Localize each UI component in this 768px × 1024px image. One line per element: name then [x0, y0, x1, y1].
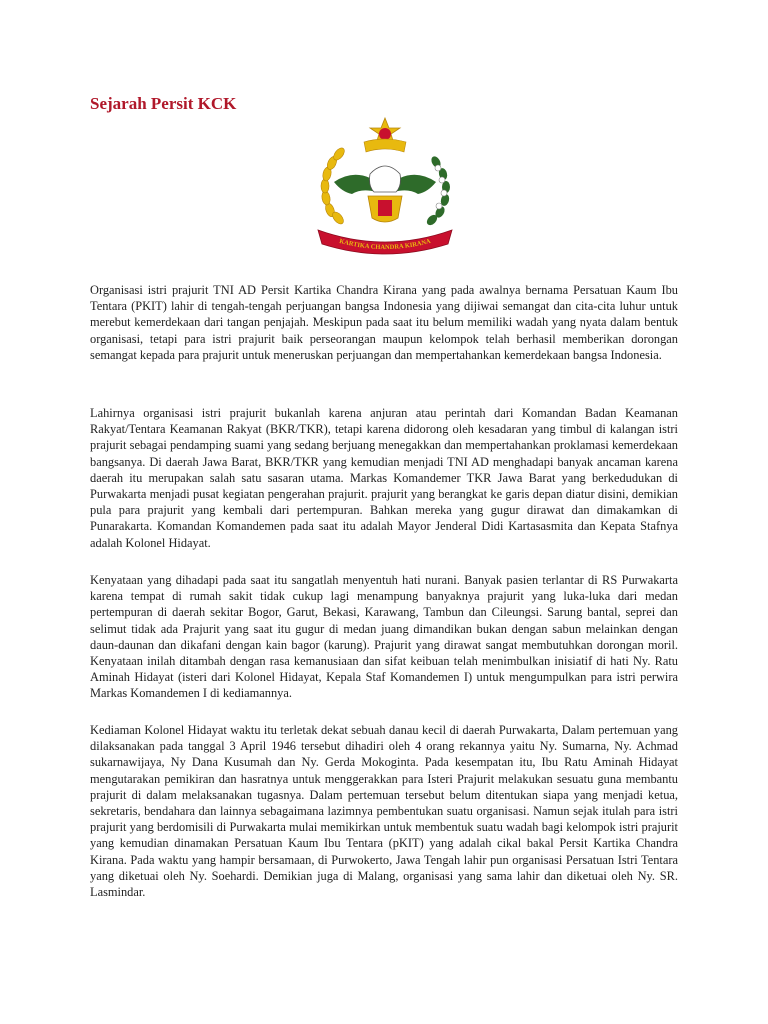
page-title: Sejarah Persit KCK: [90, 94, 237, 113]
emblem-ribbon-text: KARTIKA CHANDRA KIRANA: [338, 237, 432, 252]
paragraph-1: Organisasi istri prajurit TNI AD Persit Kartika Chandra Kirana yang pada awalnya bernama Persatuan Kaum Ibu Tentara (PKIT) lahir di tengah-tengah perjuangan bangsa Indonesia yang dijiwai semangat dan cita-cita luhur untuk merebut kemerdekaan dari tangan penjajah. Meskipun pada saat itu belum memiliki wadah yang nyata dalam bentuk organisasi, tetapi para istri prajurit baik perseorangan maupun kelompok telah berhasil memberikan dorongan semangat kepada para prajurit untuk meneruskan perjuangan dan mempertahankan kemerdekaan bangsa Indonesia.: [90, 283, 678, 362]
emblem-graphic: [312, 112, 458, 258]
paragraph-4: Kediaman Kolonel Hidayat waktu itu terletak dekat sebuah danau kecil di daerah Purwakarta, Dalam pertemuan yang dilaksanakan pada tanggal 3 April 1946 tersebut dihadiri oleh 4 orang rekannya yaitu Ny. Sumarna, Ny. Achmad sukarnawijaya, Ny Dana Kusumah dan Ny. Gerda Mokoginta. Pada kesempatan itu, Ibu Ratu Aminah Hidayat mengutarakan pemikiran dan hasratnya untuk menggerakkan para Isteri Prajurit melakukan sesuatu guna membantu prajurit di dalam melaksanakan tugasnya. Dalam pertemuan tersebut belum ditentukan siapa yang menjadi ketua, sekretaris, bendahara dan lainnya sebagaimana lazimnya pembentukan suatu organisasi. Namun sejak itulah para istri prajurit yang berdomisili di Purwakarta mulai memikirkan untuk membentuk suatu wadah bagi kelompok istri prajurit yang kemudian dinamakan Persatuan Kaum Ibu Tentara (pKIT) yang adalah cikal bakal Persit Kartika Chandra Kirana. Pada waktu yang hampir bersamaan, di Purwokerto, Jawa Tengah lahir pun organisasi Persatuan Istri Tentara yang diketuai oleh Ny. Soehardi. Demikian juga di Malang, organisasi yang sama lahir dan diketuai oleh Ny. SR. Lasmindar.: [90, 723, 678, 900]
persit-kck-emblem: [312, 112, 458, 258]
paragraph-2: Lahirnya organisasi istri prajurit bukanlah karena anjuran atau perintah dari Komandan Badan Keamanan Rakyat/Tentara Keamanan Rakyat (BKR/TKR), tetapi karena didorong oleh kesadaran yang timbul di kalangan istri prajurit sebagai pendamping suami yang sedang berjuang menegakkan dan mempertahankan proklamasi kemerdekaan bangsanya. Di daerah Jawa Barat, BKR/TKR yang kemudian menjadi TNI AD menghadapi banyak ancaman karena daerah itu merupakan salah satu sasaran utama. Markas Komandemer TKR Jawa Barat yang berkedudukan di Purwakarta menjadi pusat kegiatan pengerahan prajurit. prajurit yang berangkat ke garis depan diatur disini, demikian pula para prajurit yang kembali dari pertempuran. Bahkan mereka yang gugur dirawat dan dimakamkan di Punarakarta. Komandan Komandemen pada saat itu adalah Mayor Jenderal Didi Kartasasmita dan Kepata Stafnya adalah Kolonel Hidayat.: [90, 406, 678, 550]
paragraph-3: Kenyataan yang dihadapi pada saat itu sangatlah menyentuh hati nurani. Banyak pasien terlantar di RS Purwakarta karena tempat di rumah sakit tidak cukup lagi menampung banyaknya prajurit yang luka-luka dari medan pertempuran di daerah sekitar Bogor, Garut, Bekasi, Karawang, Tambun dan Cileungsi. Sarung bantal, seprei dan selimut tidak ada Prajurit yang saat itu gugur di medan juang dimandikan bukan dengan sabun melainkan dengan daun-daunan dan dikafani dengan kain bagor (karung). Prajurit yang dirawat sangat membutuhkan dorongan moril. Kenyataan inilah ditambah dengan rasa kemanusiaan dan sifat keibuan telah menimbulkan inisiatif di hati Ny. Ratu Aminah Hidayat (isteri dari Kolonel Hidayat, Kepala Staf Komandemen I) untuk mengumpulkan para istri perwira Markas Komandemen I di kediamannya.: [90, 573, 678, 701]
